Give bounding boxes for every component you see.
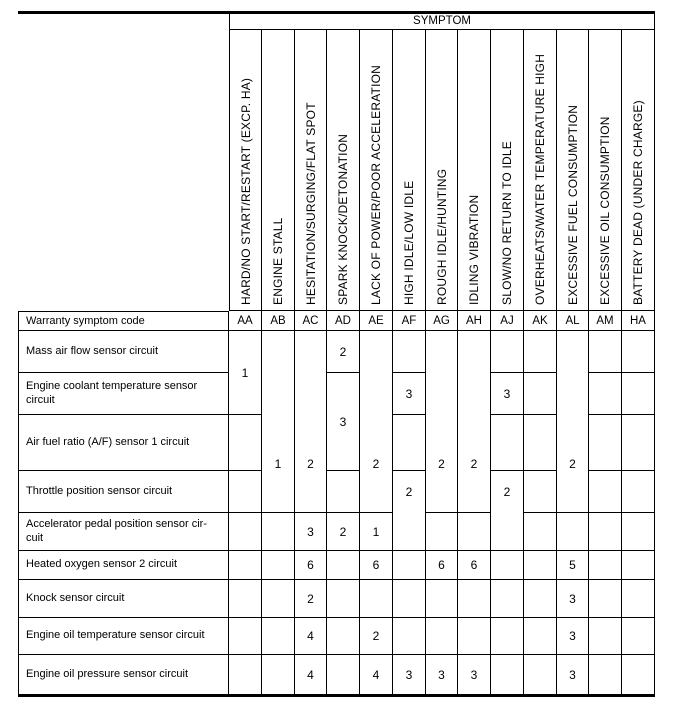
cell-AM-3 — [589, 415, 622, 471]
cell-AC-1 — [295, 331, 327, 513]
priority-value: 6 — [438, 558, 445, 572]
warranty-code-AJ — [491, 311, 524, 331]
cell-AF-3 — [393, 415, 426, 471]
priority-value: 3 — [470, 667, 478, 682]
cell-AF-8 — [393, 618, 426, 655]
priority-value: 6 — [307, 558, 314, 572]
warranty-code-HA — [622, 311, 655, 331]
cell-AE-5 — [360, 513, 393, 551]
symptom-column-header-AB — [262, 30, 295, 311]
cell-AC-7 — [295, 580, 327, 618]
cell-AC-5 — [295, 513, 327, 551]
priority-value: 2 — [307, 457, 314, 471]
cell-AF-6 — [393, 551, 426, 580]
priority-value: 4 — [307, 629, 314, 643]
cell-AH-9 — [458, 655, 491, 695]
cell-AB-8 — [262, 618, 295, 655]
row-label-text: circuit — [26, 393, 55, 406]
cell-AJ-3 — [491, 415, 524, 471]
warranty-code-AA — [229, 311, 262, 331]
symptom-column-header-label: ROUGH IDLE/HUNTING — [434, 168, 449, 305]
cell-AJ-6 — [491, 551, 524, 580]
cell-AM-5 — [589, 513, 622, 551]
cell-AE-8 — [360, 618, 393, 655]
cell-AC-9 — [295, 655, 327, 695]
cell-AH-5 — [458, 513, 491, 551]
cell-AD-4 — [327, 471, 360, 513]
cell-AH-7 — [458, 580, 491, 618]
warranty-code-AE — [360, 311, 393, 331]
warranty-code-label: AD — [335, 314, 351, 327]
warranty-code-label: AM — [596, 314, 614, 327]
priority-value: 6 — [372, 558, 380, 572]
cell-AM-1 — [589, 331, 622, 373]
cell-HA-3 — [622, 415, 655, 471]
symptom-column-header-label: HIGH IDLE/LOW IDLE — [402, 180, 416, 305]
priority-value: 2 — [438, 457, 445, 471]
warranty-code-label: AC — [302, 314, 319, 327]
cell-AF-4 — [393, 471, 426, 551]
cell-AK-7 — [524, 580, 557, 618]
row-label-6 — [18, 551, 229, 580]
cell-AK-2 — [524, 373, 557, 415]
priority-value: 2 — [470, 457, 478, 471]
priority-value: 3 — [339, 414, 347, 429]
row-label-text: Engine oil pressure sensor circuit — [26, 667, 189, 680]
row-label-text: Engine coolant temperature sensor — [26, 380, 198, 392]
warranty-code-label: AH — [466, 314, 482, 327]
symptom-column-header-label: IDLING VIBRATION — [467, 194, 481, 305]
cell-AJ-8 — [491, 618, 524, 655]
symptom-column-header-AD — [327, 30, 360, 311]
symptom-column-header-label: HARD/NO START/RESTART (EXCP. HA) — [238, 77, 253, 305]
warranty-code-label: AK — [532, 314, 548, 327]
cell-AD-8 — [327, 618, 360, 655]
cell-AM-7 — [589, 580, 622, 618]
warranty-code-AD — [327, 311, 360, 331]
symptom-column-header-AA — [229, 30, 262, 311]
priority-value: 3 — [307, 524, 314, 539]
cell-AD-6 — [327, 551, 360, 580]
cell-AH-8 — [458, 618, 491, 655]
row-label-8 — [18, 618, 229, 655]
cell-AE-6 — [360, 551, 393, 580]
row-label-text: Mass air flow sensor circuit — [26, 344, 159, 357]
row-label-text: Accelerator pedal position sensor cir- — [26, 518, 207, 530]
symptom-column-header-AL — [557, 30, 589, 311]
warranty-code-AF — [393, 311, 426, 331]
cell-AJ-1 — [491, 331, 524, 373]
row-label-5 — [18, 513, 229, 551]
priority-value: 1 — [241, 365, 249, 380]
warranty-code-label: AG — [433, 314, 450, 327]
cell-AB-7 — [262, 580, 295, 618]
priority-value: 2 — [569, 457, 576, 471]
row-label-text: Engine oil temperature sensor circuit — [26, 629, 205, 642]
symptom-column-header-AC — [295, 30, 327, 311]
priority-value: 4 — [372, 667, 380, 682]
cell-AA-9 — [229, 655, 262, 695]
cell-HA-5 — [622, 513, 655, 551]
priority-value: 2 — [372, 629, 380, 643]
warranty-code-AG — [426, 311, 458, 331]
warranty-code-label: AJ — [500, 314, 514, 327]
warranty-code-label: AF — [401, 314, 417, 327]
cell-AB-1 — [262, 331, 295, 513]
priority-value: 3 — [569, 667, 576, 682]
cell-HA-7 — [622, 580, 655, 618]
priority-value: 2 — [372, 457, 380, 471]
priority-value: 5 — [569, 558, 576, 572]
cell-AG-1 — [426, 331, 458, 513]
row-label-9 — [18, 655, 229, 695]
cell-AE-7 — [360, 580, 393, 618]
priority-value: 3 — [569, 629, 576, 643]
symptom-column-header-AK — [524, 30, 557, 311]
cell-AM-6 — [589, 551, 622, 580]
cell-AL-9 — [557, 655, 589, 695]
cell-AJ-4 — [491, 471, 524, 551]
cell-AL-1 — [557, 331, 589, 513]
cell-AD-7 — [327, 580, 360, 618]
row-label-text: cuit — [26, 531, 44, 544]
warranty-code-label: AE — [368, 314, 384, 327]
symptom-column-header-AG — [426, 30, 458, 311]
row-label-text: Knock sensor circuit — [26, 591, 125, 604]
cell-AF-2 — [393, 373, 426, 415]
cell-AD-1 — [327, 331, 360, 373]
row-label-7 — [18, 580, 229, 618]
symptom-banner: SYMPTOM — [229, 13, 655, 30]
priority-value: 4 — [307, 667, 314, 682]
row-label-text: Air fuel ratio (A/F) sensor 1 circuit — [26, 435, 190, 448]
row-label-2 — [18, 373, 229, 415]
cell-AG-9 — [426, 655, 458, 695]
priority-value: 1 — [372, 524, 380, 539]
cell-AE-9 — [360, 655, 393, 695]
cell-AM-4 — [589, 471, 622, 513]
cell-AK-9 — [524, 655, 557, 695]
cell-AD-9 — [327, 655, 360, 695]
cell-AK-6 — [524, 551, 557, 580]
cell-AF-7 — [393, 580, 426, 618]
row-label-text: Throttle position sensor circuit — [26, 484, 173, 497]
cell-AE-1 — [360, 331, 393, 513]
symptom-column-header-label: BATTERY DEAD (UNDER CHARGE) — [631, 100, 645, 305]
symptom-column-header-label: ENGINE STALL — [271, 217, 285, 305]
cell-AK-5 — [524, 513, 557, 551]
cell-AL-5 — [557, 513, 589, 551]
symptom-column-header-AH — [458, 30, 491, 311]
cell-AH-1 — [458, 331, 491, 513]
cell-AH-6 — [458, 551, 491, 580]
priority-value: 3 — [569, 591, 576, 606]
warranty-code-label: HA — [630, 314, 646, 327]
cell-AG-5 — [426, 513, 458, 551]
symptom-column-header-AJ — [491, 30, 524, 311]
symptom-column-header-label: SPARK KNOCK/DETONATION — [336, 133, 350, 305]
cell-AK-8 — [524, 618, 557, 655]
cell-AB-9 — [262, 655, 295, 695]
warranty-code-AB — [262, 311, 295, 331]
priority-value: 3 — [438, 667, 445, 682]
warranty-code-AH — [458, 311, 491, 331]
cell-AL-8 — [557, 618, 589, 655]
cell-AJ-7 — [491, 580, 524, 618]
cell-AG-8 — [426, 618, 458, 655]
priority-value: 3 — [503, 386, 511, 401]
cell-AD-2 — [327, 373, 360, 471]
symptom-column-header-label: EXCESSIVE OIL CONSUMPTION — [598, 116, 612, 305]
priority-value: 3 — [405, 386, 413, 401]
row-label-text: Heated oxygen sensor 2 circuit — [26, 558, 178, 571]
cell-AB-5 — [262, 513, 295, 551]
priority-value: 3 — [405, 667, 413, 682]
cell-AM-2 — [589, 373, 622, 415]
cell-AA-1 — [229, 331, 262, 415]
cell-AA-8 — [229, 618, 262, 655]
cell-AJ-9 — [491, 655, 524, 695]
symptom-column-header-label: EXCESSIVE FUEL CONSUMPTION — [565, 104, 580, 305]
cell-AL-7 — [557, 580, 589, 618]
cell-AJ-2 — [491, 373, 524, 415]
cell-AC-6 — [295, 551, 327, 580]
warranty-code-AC — [295, 311, 327, 331]
priority-value: 2 — [339, 344, 347, 359]
cell-AA-4 — [229, 471, 262, 513]
symptom-column-header-label: OVERHEATS/WATER TEMPERATURE HIGH — [533, 53, 547, 305]
symptom-column-header-label: HESITATION/SURGING/FLAT SPOT — [303, 102, 318, 305]
cell-HA-2 — [622, 373, 655, 415]
symptom-column-header-label: LACK OF POWER/POOR ACCELERATION — [369, 64, 383, 305]
priority-value: 1 — [274, 457, 282, 471]
cell-AL-6 — [557, 551, 589, 580]
warranty-code-AK — [524, 311, 557, 331]
cell-AA-5 — [229, 513, 262, 551]
cell-AA-7 — [229, 580, 262, 618]
cell-HA-9 — [622, 655, 655, 695]
cell-AG-7 — [426, 580, 458, 618]
priority-value: 2 — [503, 485, 511, 499]
symptom-column-header-AM — [589, 30, 622, 311]
row-label-1 — [18, 331, 229, 373]
cell-HA-6 — [622, 551, 655, 580]
warranty-code-label: AL — [565, 314, 580, 327]
cell-AM-8 — [589, 618, 622, 655]
cell-AD-5 — [327, 513, 360, 551]
warranty-row-label: Warranty symptom code — [18, 311, 229, 331]
symptom-column-header-label: SLOW/NO RETURN TO IDLE — [500, 141, 514, 305]
cell-AK-3 — [524, 415, 557, 471]
priority-value: 2 — [405, 485, 413, 499]
cell-AK-1 — [524, 331, 557, 373]
cell-AM-9 — [589, 655, 622, 695]
cell-AA-6 — [229, 551, 262, 580]
symptom-column-header-HA — [622, 30, 655, 311]
cell-AA-3 — [229, 415, 262, 471]
warranty-code-label: AB — [270, 314, 286, 327]
cell-AG-6 — [426, 551, 458, 580]
cell-HA-8 — [622, 618, 655, 655]
warranty-code-AM — [589, 311, 622, 331]
row-label-3 — [18, 415, 229, 471]
row-label-4 — [18, 471, 229, 513]
symptom-column-header-AF — [393, 30, 426, 311]
priority-value: 2 — [307, 591, 314, 606]
cell-AF-1 — [393, 331, 426, 373]
priority-value: 6 — [470, 558, 478, 572]
priority-value: 2 — [339, 524, 347, 539]
cell-AK-4 — [524, 471, 557, 513]
warranty-code-AL — [557, 311, 589, 331]
symptom-column-header-AE — [360, 30, 393, 311]
cell-HA-1 — [622, 331, 655, 373]
cell-AC-8 — [295, 618, 327, 655]
cell-AB-6 — [262, 551, 295, 580]
cell-HA-4 — [622, 471, 655, 513]
cell-AF-9 — [393, 655, 426, 695]
warranty-code-label: AA — [237, 314, 253, 327]
